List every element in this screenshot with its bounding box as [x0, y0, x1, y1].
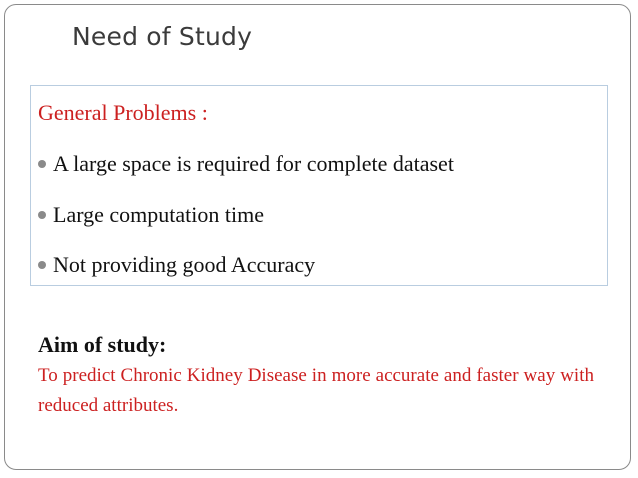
list-item: [38, 203, 264, 227]
aim-heading: Aim of study:: [38, 332, 167, 357]
bullet-icon: [38, 211, 46, 219]
aim-text: To predict Chronic Kidney Disease in more accurate and faster way with reduced attributes.: [38, 365, 594, 416]
slide-title: Need of Study: [72, 22, 253, 51]
list-item-text: Large computation time: [53, 202, 264, 227]
list-item: [38, 253, 315, 277]
list-item: [38, 152, 454, 176]
list-item-text: A large space is required for complete dataset: [53, 151, 454, 176]
list-item-text: Not providing good Accuracy: [53, 252, 316, 277]
bullet-icon: [38, 261, 46, 269]
problems-heading: General Problems :: [38, 100, 208, 125]
bullet-icon: [38, 160, 46, 168]
